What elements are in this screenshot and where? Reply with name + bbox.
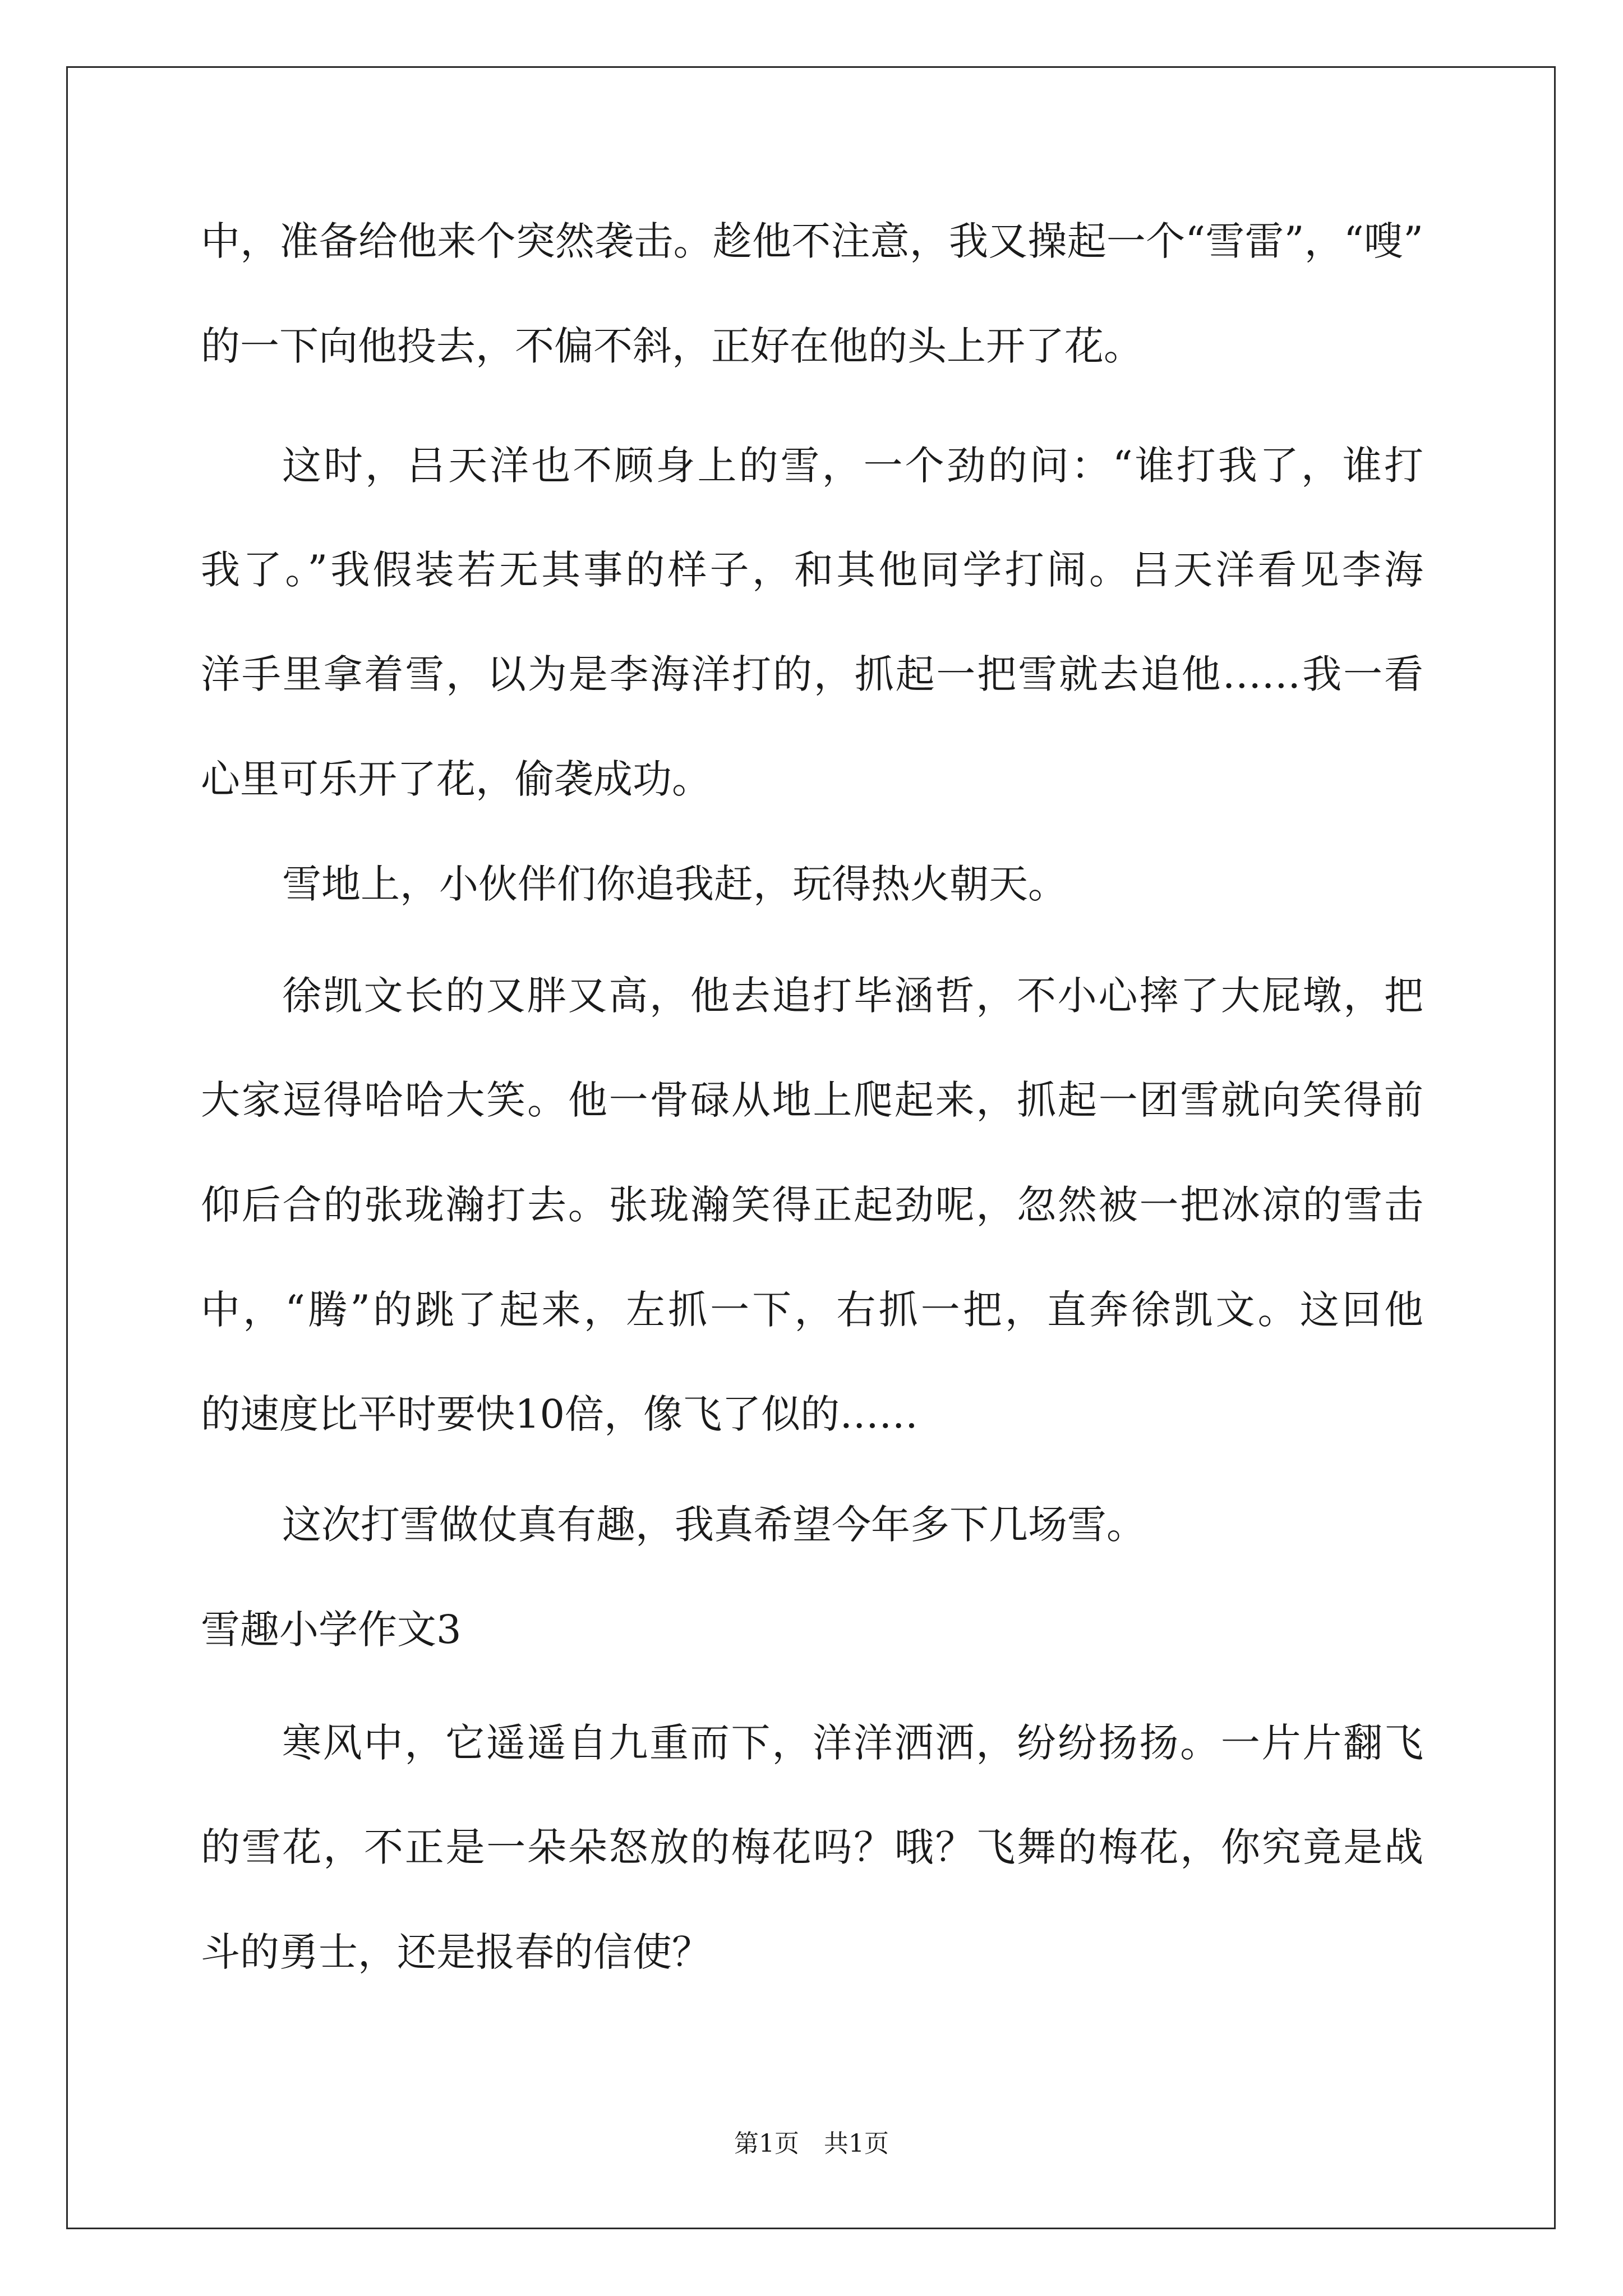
text-line: 洋手里拿着雪，以为是李海洋打的，抓起一把雪就去追他……我一看 bbox=[201, 651, 1423, 697]
paragraph-start-line: 这时，吕天洋也不顾身上的雪，一个劲的问：“谁打我了，谁打 bbox=[282, 443, 1423, 489]
text-line: 的速度比平时要快10倍，像飞了似的…… bbox=[201, 1391, 919, 1437]
paragraph-start-line: 寒风中，它遥遥自九重而下，洋洋洒洒，纷纷扬扬。一片片翻飞 bbox=[282, 1720, 1423, 1766]
text-line: 大家逗得哈哈大笑。他一骨碌从地上爬起来，抓起一团雪就向笑得前 bbox=[201, 1077, 1423, 1123]
text-line: 的雪花，不正是一朵朵怒放的梅花吗？哦？飞舞的梅花，你究竟是战 bbox=[201, 1824, 1423, 1870]
paragraph-start-line: 这次打雪做仗真有趣，我真希望今年多下几场雪。 bbox=[282, 1502, 1146, 1548]
text-line: 我了。”我假装若无其事的样子，和其他同学打闹。吕天洋看见李海 bbox=[201, 547, 1423, 593]
text-line: 心里可乐开了花，偷袭成功。 bbox=[201, 756, 711, 802]
text-line: 中，准备给他来个突然袭击。趁他不注意，我又操起一个“雪雷”，“嗖” bbox=[201, 218, 1423, 264]
page-border bbox=[66, 66, 1556, 2229]
text-line: 斗的勇士，还是报春的信使？ bbox=[201, 1929, 711, 1975]
page-footer: 第1页 共1页 bbox=[734, 2129, 889, 2158]
text-line: 中，“腾”的跳了起来，左抓一下，右抓一把，直奔徐凯文。这回他 bbox=[201, 1287, 1423, 1333]
section-heading: 雪趣小学作文3 bbox=[201, 1607, 462, 1653]
text-line: 的一下向他投去，不偏不斜，正好在他的头上开了花。 bbox=[201, 323, 1143, 369]
paragraph-start-line: 雪地上，小伙伴们你追我赶，玩得热火朝天。 bbox=[282, 861, 1067, 907]
paragraph-start-line: 徐凯文长的又胖又高，他去追打毕涵哲，不小心摔了大屁墩，把 bbox=[282, 973, 1423, 1019]
text-line: 仰后合的张珑瀚打去。张珑瀚笑得正起劲呢，忽然被一把冰凉的雪击 bbox=[201, 1182, 1423, 1228]
